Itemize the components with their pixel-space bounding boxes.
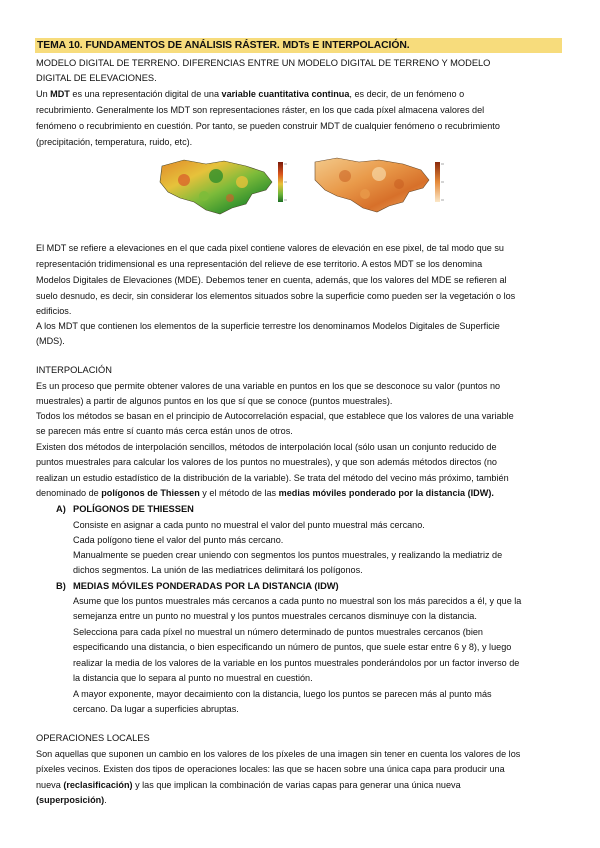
paragraph-line: realizan un estudio estadístico de la distribución de la variable). Se trata del método del vecino más próximo, también: [36, 473, 509, 483]
page-title: TEMA 10. FUNDAMENTOS DE ANÁLISIS RÁSTER. MDTs E INTERPOLACIÓN.: [37, 40, 410, 51]
list-item-line: cercano. Da lugar a superficies abruptas.: [73, 704, 239, 714]
list-item-line: Selecciona para cada píxel no muestral un número determinado de puntos muestrales cercanos (bien: [73, 627, 483, 637]
bold-term-mdt: MDT: [50, 89, 70, 99]
bold-term-reclasificacion: (reclasificación): [63, 780, 133, 790]
paragraph-line: Es un proceso que permite obtener valores de una variable en puntos en los que se desconoce su valor (puntos no: [36, 381, 501, 391]
paragraph-line: A los MDT que contienen los elementos de la superficie terrestre los denominamos Modelos Digitales de Superficie: [36, 321, 500, 331]
section-heading-mdt-cont: DIGITAL DE ELEVACIONES.: [36, 73, 157, 83]
list-heading-text: POLÍGONOS DE THIESSEN: [73, 504, 194, 514]
paragraph-line: muestrales) a partir de algunos puntos en los que sí que se conoce (puntos muestrales).: [36, 396, 393, 406]
paragraph-line: representación tridimensional es una representación del relieve de ese territorio. A estos MDT se los denomina: [36, 259, 483, 269]
paragraph-line: se parecen más entre sí cuanto más cerca están unos de otros.: [36, 426, 293, 436]
section-heading-mdt: MODELO DIGITAL DE TERRENO. DIFERENCIAS ENTRE UN MODELO DIGITAL DE TERRENO Y MODELO: [36, 58, 491, 68]
paragraph-line: [36, 779, 461, 791]
list-item-line: Cada polígono tiene el valor del punto más cercano.: [73, 535, 284, 545]
paragraph-line: [36, 88, 464, 100]
mdt-map-figure-orange: [309, 152, 447, 224]
paragraph-line: [36, 794, 107, 806]
paragraph-line: (precipitación, temperatura, ruido, etc).: [36, 137, 193, 147]
text-span: denominado de: [36, 488, 102, 498]
paragraph-line: (MDS).: [36, 336, 65, 346]
text-span: Un: [36, 89, 51, 99]
bold-term-superposicion: (superposición): [36, 795, 105, 805]
mdt-map-figure-green: [154, 152, 292, 224]
text-span: , es decir, de un fenómeno o: [349, 89, 465, 99]
text-span: es una representación digital de una: [69, 89, 222, 99]
list-marker: A): [56, 504, 66, 514]
list-item-line: especificando una distancia, o bien especificando un número de puntos, que suele estar entre 6 y 8), y luego: [73, 642, 512, 652]
paragraph-line: recubrimiento. Generalmente los MDT son representaciones ráster, en los que cada píxel almacena valores del: [36, 105, 485, 115]
text-span: y el método de las: [199, 488, 279, 498]
bold-term-idw: medias móviles ponderado por la distancia (IDW).: [278, 488, 494, 498]
list-item-line: A mayor exponente, mayor decaimiento con la distancia, luego los puntos se parecen más al punto más: [73, 689, 492, 699]
list-item-line: Manualmente se pueden crear uniendo con segmentos los puntos muestrales, y realizando la mediatriz de: [73, 550, 503, 560]
list-heading-idw: [56, 580, 339, 592]
list-item-line: semejanza entre un punto no muestral y los puntos muestrales cercanos disminuye con la distancia.: [73, 611, 477, 621]
paragraph-line: edificios.: [36, 306, 72, 316]
paragraph-line: Existen dos métodos de interpolación sencillos, métodos de interpolación local (sólo usan un conjunto reducido de: [36, 442, 497, 452]
list-heading-text: MEDIAS MÓVILES PONDERADAS POR LA DISTANCIA (IDW): [73, 581, 339, 591]
list-heading-thiessen: [56, 503, 194, 515]
list-item-line: Asume que los puntos muestrales más cercanos a cada punto no muestral son los más parecidos a él, y que la: [73, 596, 522, 606]
paragraph-line: Son aquellas que suponen un cambio en los valores de los píxeles de una imagen sin tener en cuenta los valores de los: [36, 749, 521, 759]
list-item-line: la distancia que lo separa al punto no muestral en cuestión.: [73, 673, 313, 683]
paragraph-line: puntos muestrales para calcular los valores de los puntos no muestrales), y que son además métodos directos (no: [36, 457, 497, 467]
list-item-line: dichos segmentos. La unión de las mediatrices delimitará los polígonos.: [73, 565, 363, 575]
list-item-line: realizar la media de los valores de la variable en los puntos muestrales ponderándolos por un factor inverso de: [73, 658, 520, 668]
bold-term-variable: variable cuantitativa continua: [221, 89, 350, 99]
section-heading-operaciones: OPERACIONES LOCALES: [36, 733, 150, 743]
text-span: nueva: [36, 780, 64, 790]
text-span: .: [104, 795, 107, 805]
paragraph-line: El MDT se refiere a elevaciones en el que cada pixel contiene valores de elevación en ese pixel, de tal modo que su: [36, 243, 504, 253]
list-item-line: Consiste en asignar a cada punto no muestral el valor del punto muestral más cercano.: [73, 520, 425, 530]
paragraph-line: píxeles vecinos. Existen dos tipos de operaciones locales: las que se hacen sobre una única capa para producir una: [36, 764, 505, 774]
text-span: y las que implican la combinación de varias capas para generar una única nueva: [132, 780, 461, 790]
paragraph-line: suelo desnudo, es decir, sin considerar los elementos situados sobre la superficie como pueden ser la vegetación o los: [36, 291, 516, 301]
paragraph-line: Modelos Digitales de Elevaciones (MDE). Debemos tener en cuenta, además, que los valores del MDE se refieren al: [36, 275, 507, 285]
paragraph-line: [36, 487, 494, 499]
paragraph-line: fenómeno o recubrimiento en cuestión. Por tanto, se pueden construir MDT de cualquier fenómeno o recubrimiento: [36, 121, 500, 131]
bold-term-thiessen: polígonos de Thiessen: [101, 488, 200, 498]
section-heading-interpolacion: INTERPOLACIÓN: [36, 365, 112, 375]
list-marker: B): [56, 581, 66, 591]
paragraph-line: Todos los métodos se basan en el principio de Autocorrelación espacial, que establece que los valores de una variable: [36, 411, 514, 421]
